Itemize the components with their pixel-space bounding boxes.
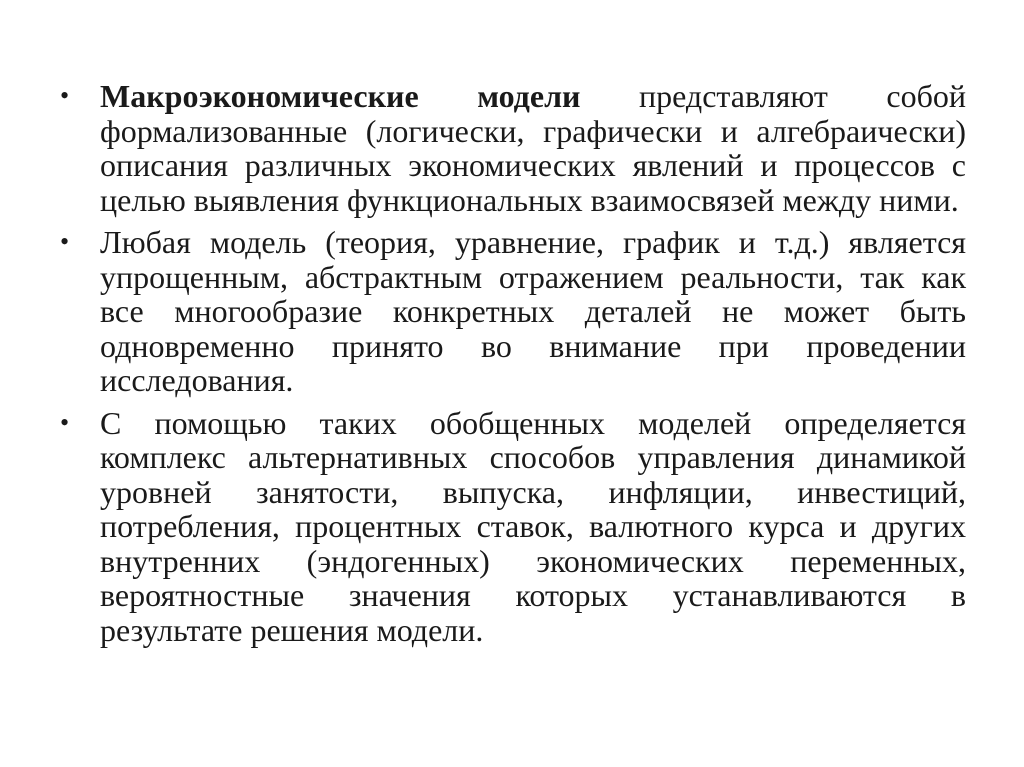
bullet-icon: • (60, 227, 70, 256)
bullet-icon: • (60, 81, 70, 110)
bullet-item-generalized-models (60, 406, 966, 648)
bullet-body: представляют собой формализованные (логически, графически и алгебраически) описания различных экономических явлений и процессов с целью выявления функциональных взаимосвязей между ними. (100, 78, 966, 218)
bullet-body: Любая модель (теория, уравнение, график и т.д.) является упрощенным, абстрактным отражением реальности, так как все многообразие конкретных деталей не может быть одновременно принято во внимание при проведении исследования. (100, 224, 966, 398)
bullet-list (60, 79, 966, 655)
bullet-bold-term: Макроэкономические модели (100, 78, 581, 114)
bullet-icon: • (60, 407, 70, 437)
bullet-body: С помощью таких обобщенных моделей определяется комплекс альтернативных способов управления динамикой уровней занятости, выпуска, инфляции, инвестиций, потребления, процентных ставок, валютного курса и других внутренних (эндогенных) экономических переменных, вероятностные значения которых устанавливаются в результате решения модели. (100, 404, 966, 648)
bullet-text (100, 225, 966, 398)
bullet-text (100, 406, 966, 648)
bullet-item-macro-models (60, 79, 966, 217)
bullet-item-any-model (60, 225, 966, 398)
bullet-text (100, 79, 966, 217)
